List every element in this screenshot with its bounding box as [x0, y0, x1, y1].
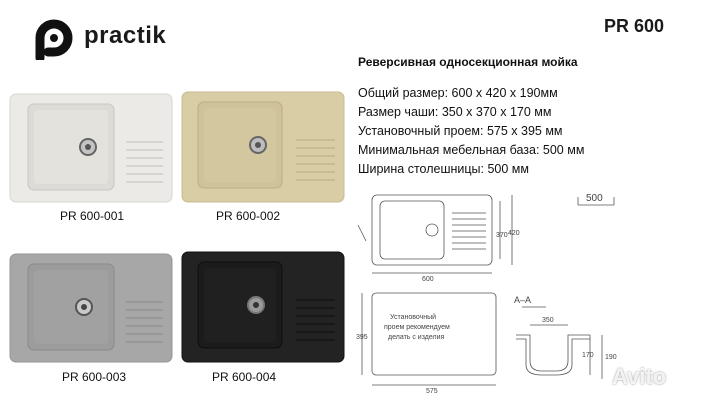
spec-overall-size: Общий размер: 600 х 420 х 190мм [358, 86, 558, 100]
cutout-note-line-1: Установочный [390, 314, 437, 321]
section-label: A–A [514, 295, 532, 305]
sink-image-003 [8, 252, 174, 364]
dim-overall-width: 600 [422, 276, 434, 283]
cutout-note-line-3: делать с изделия [388, 334, 445, 341]
variant-label-001: PR 600-001 [60, 209, 125, 223]
dim-bowl-height: 170 [582, 352, 594, 359]
spec-cutout-size: Установочный проем: 575 х 395 мм [358, 124, 563, 138]
variant-label-003: PR 600-003 [62, 370, 127, 384]
spec-countertop-width: Ширина столешницы: 500 мм [358, 162, 529, 176]
sink-image-002 [180, 90, 346, 204]
dim-cutout-depth: 395 [356, 334, 368, 341]
sink-image-001 [8, 92, 174, 204]
variant-label-004: PR 600-004 [212, 370, 277, 384]
variant-label-002: PR 600-002 [216, 209, 281, 223]
sink-image-004 [180, 250, 346, 364]
dim-base-width: 500 [586, 193, 603, 204]
avito-watermark: Avito [612, 364, 667, 389]
model-title: PR 600 [604, 16, 665, 36]
dim-overall-depth: 420 [508, 230, 520, 237]
practik-logo-icon [34, 18, 74, 60]
cutout-note-line-2: проем рекомендуем [384, 324, 450, 331]
dim-section-width: 350 [542, 317, 554, 324]
spec-min-base: Минимальная мебельная база: 500 мм [358, 143, 585, 157]
product-description: Реверсивная односекционная мойка [358, 55, 578, 69]
dim-bowl-depth: 370 [496, 232, 508, 239]
dim-cutout-width: 575 [426, 388, 438, 395]
spec-bowl-size: Размер чаши: 350 х 370 х 170 мм [358, 105, 552, 119]
dim-total-height: 190 [605, 354, 617, 361]
brand-name: practik [84, 22, 167, 49]
spec-list [358, 84, 584, 179]
